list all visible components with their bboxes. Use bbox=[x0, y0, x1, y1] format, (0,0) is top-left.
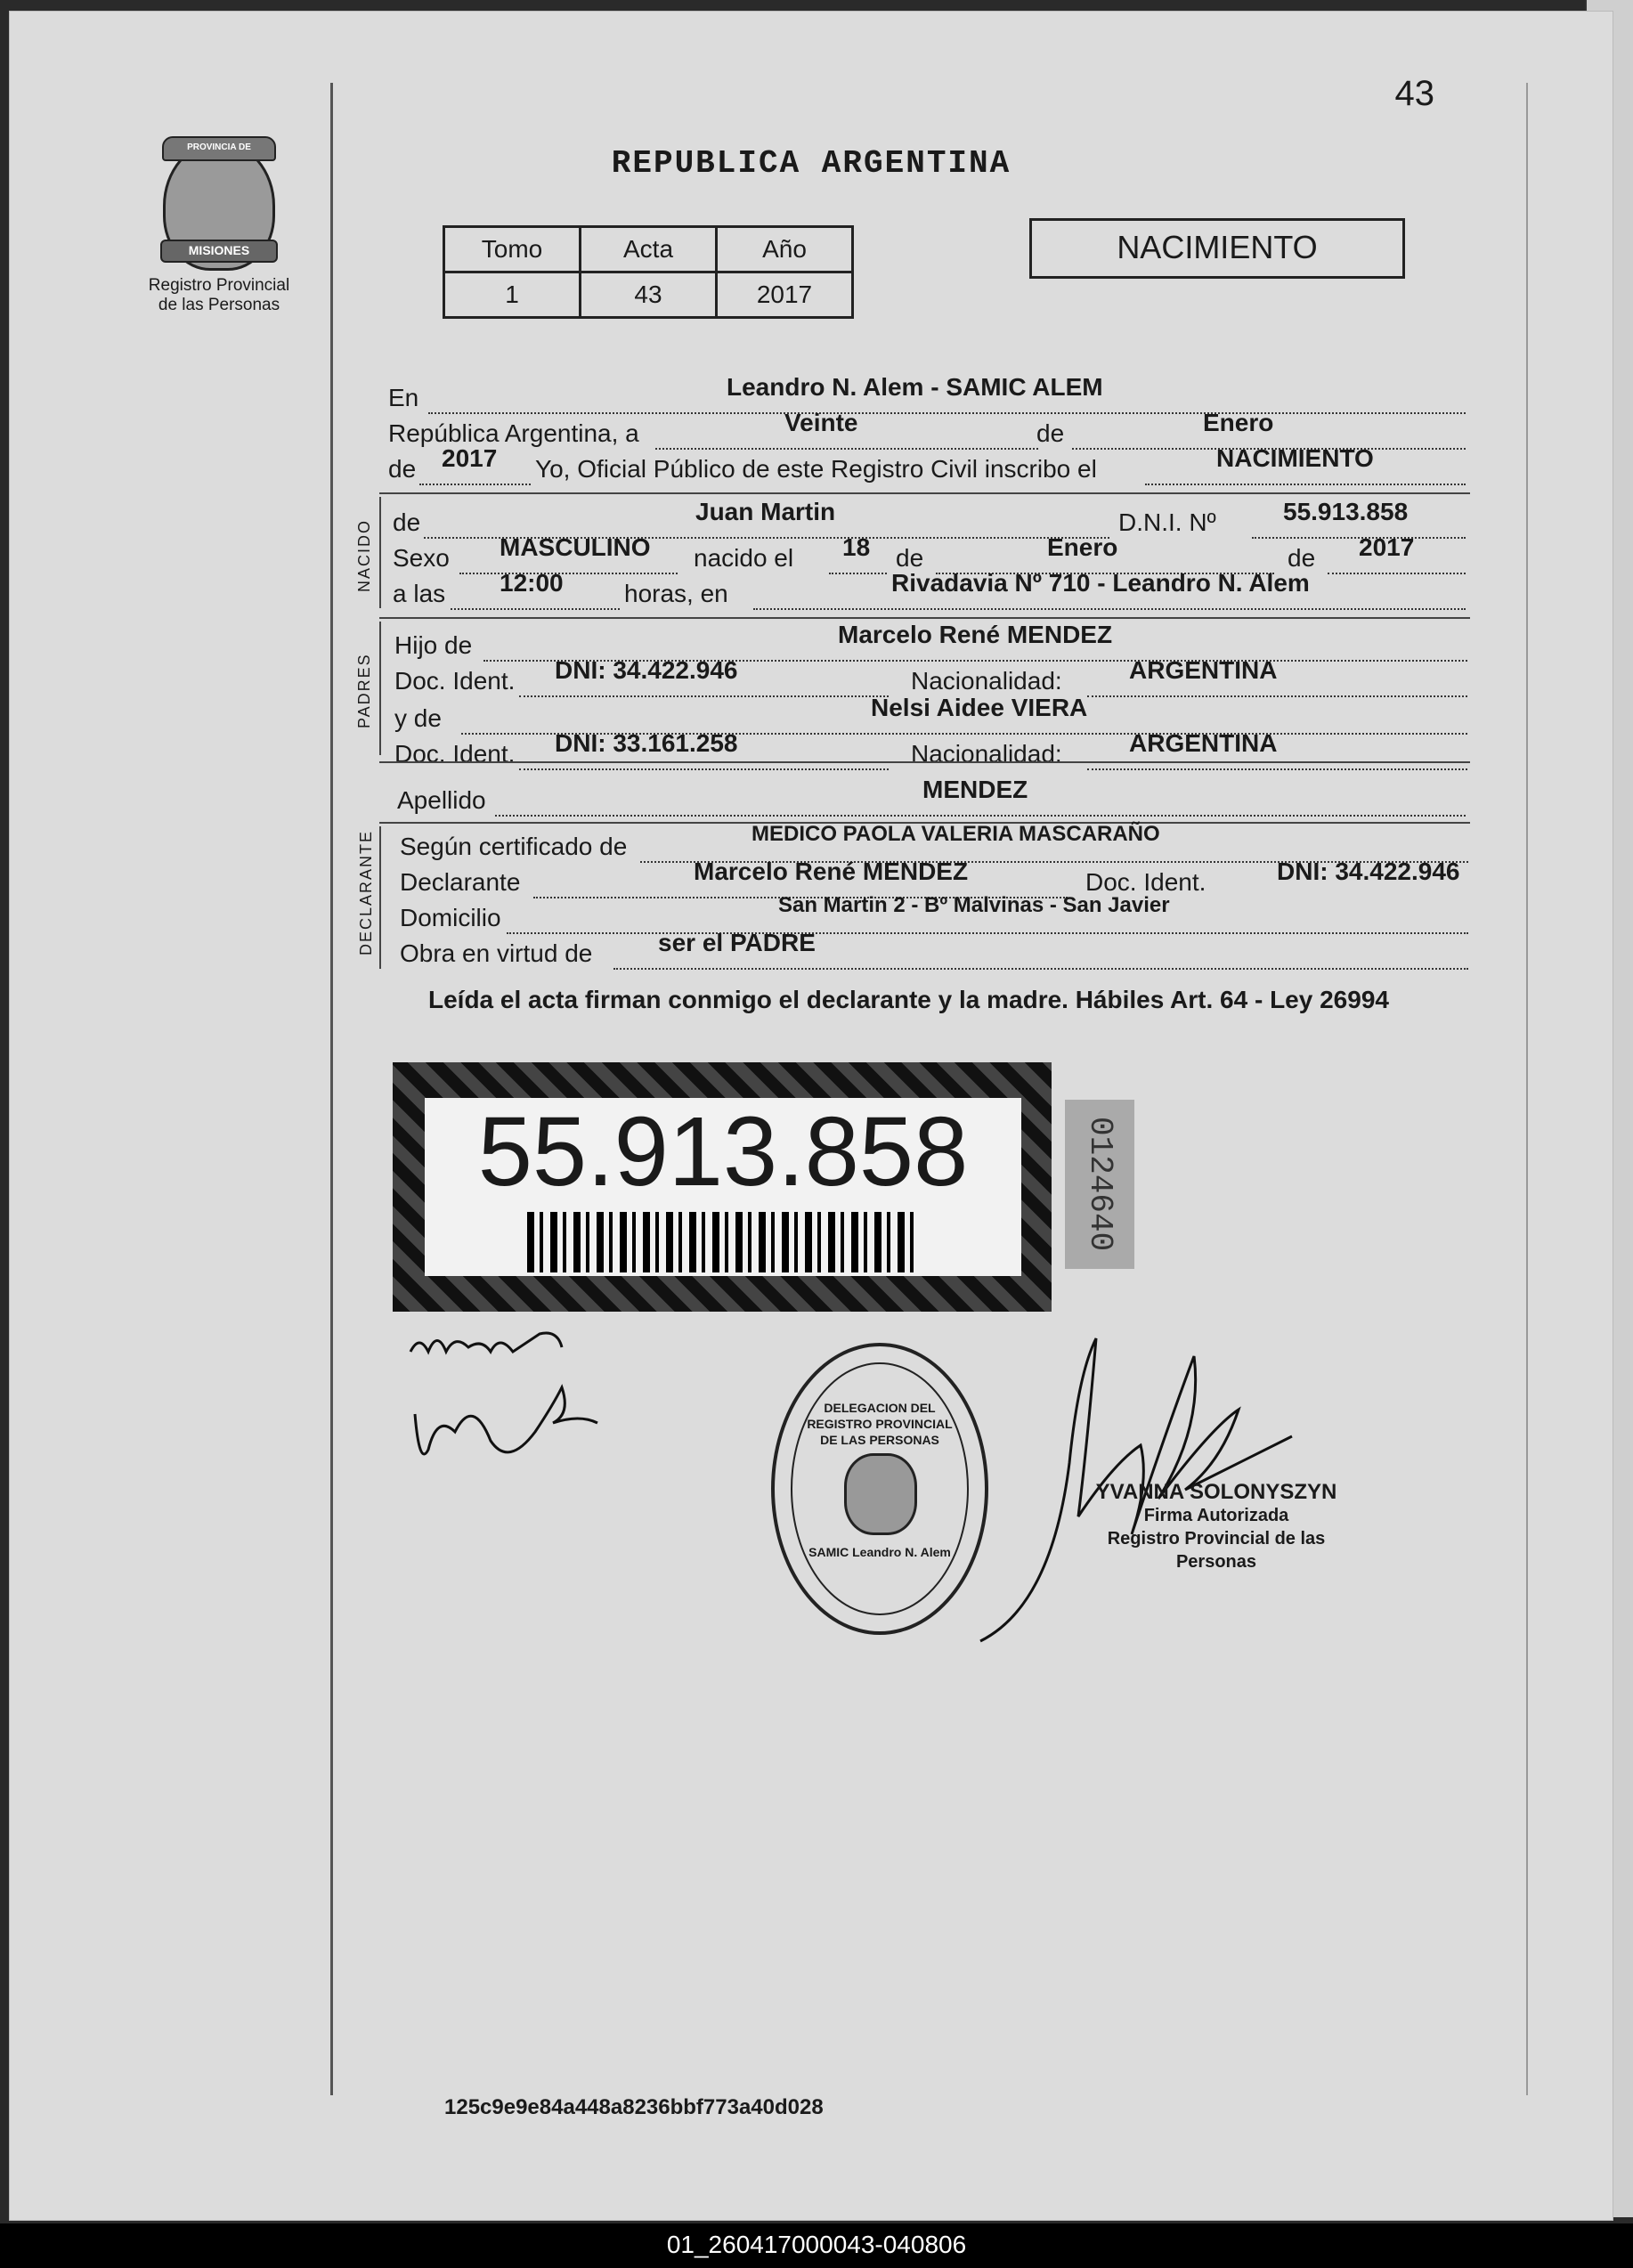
line-oficial bbox=[388, 444, 1466, 491]
section-nacido: NACIDO bbox=[355, 518, 373, 592]
section-bar bbox=[379, 826, 381, 969]
book-table bbox=[443, 225, 854, 319]
decl-value: Marcelo René MENDEZ bbox=[694, 858, 969, 885]
page-number: 43 bbox=[1394, 74, 1434, 113]
line-apellido bbox=[397, 776, 1466, 822]
authority-org: Registro Provincial de las Personas bbox=[1107, 1529, 1326, 1572]
dni-label: D.N.I. Nº bbox=[1118, 508, 1216, 536]
line-en bbox=[388, 373, 1466, 419]
section-bar bbox=[379, 497, 381, 608]
section-divider bbox=[379, 492, 1470, 494]
nacido-de1: de bbox=[896, 544, 924, 572]
de-year: 2017 bbox=[442, 444, 498, 472]
authority-name: YVANNA SOLONYSZYN bbox=[1095, 1480, 1337, 1504]
padre-name: Marcelo René MENDEZ bbox=[838, 621, 1113, 648]
line-domicilio bbox=[400, 893, 1468, 939]
book-value: 2017 bbox=[717, 272, 853, 318]
oficial-text: Yo, Oficial Público de este Registro Civil inscribo el bbox=[535, 455, 1097, 483]
book-header: Año bbox=[717, 227, 853, 272]
nacido-dni: 55.913.858 bbox=[1283, 498, 1409, 525]
apellido-value: MENDEZ bbox=[922, 776, 1028, 803]
nacido-de2: de bbox=[1288, 544, 1316, 572]
nacido-hora: 12:00 bbox=[500, 569, 564, 597]
authority-role: Firma Autorizada bbox=[1143, 1506, 1289, 1525]
rep-de: de bbox=[1036, 419, 1065, 447]
rep-day: Veinte bbox=[784, 409, 858, 436]
line-nacido-hora bbox=[393, 569, 1466, 615]
act-type-box: NACIMIENTO bbox=[1029, 218, 1405, 279]
hijo-label: Hijo de bbox=[394, 631, 473, 659]
madre-name: Nelsi Aidee VIERA bbox=[871, 694, 1088, 721]
cert-value: MEDICO PAOLA VALERIA MASCARAÑO bbox=[752, 822, 1160, 846]
alas-label: a las bbox=[393, 580, 446, 607]
line-madre-doc bbox=[394, 729, 1467, 776]
authority-block bbox=[1065, 1481, 1368, 1573]
dom-value: San Martin 2 - Bº Malvinas - San Javier bbox=[778, 893, 1170, 917]
closing-note: Leída el acta firman conmigo el declarante y la madre. Hábiles Art. 64 - Ley 26994 bbox=[428, 986, 1389, 1013]
apellido-label: Apellido bbox=[397, 786, 486, 814]
nacido-el-label: nacido el bbox=[694, 544, 794, 572]
stamp-seal-icon bbox=[844, 1453, 917, 1535]
book-value-row bbox=[444, 272, 853, 318]
section-divider bbox=[379, 761, 1470, 763]
book-value: 1 bbox=[444, 272, 581, 318]
document-page bbox=[9, 11, 1613, 2221]
madre-doc: DNI: 33.161.258 bbox=[555, 729, 738, 757]
de-label: de bbox=[388, 455, 417, 483]
rep-label: República Argentina, a bbox=[388, 419, 639, 447]
sexo-value: MASCULINO bbox=[500, 533, 651, 561]
cert-label: Según certificado de bbox=[400, 833, 628, 860]
line-obra bbox=[400, 929, 1468, 975]
nacido-lugar: Rivadavia Nº 710 - Leandro N. Alem bbox=[891, 569, 1310, 597]
yde-label: y de bbox=[394, 704, 442, 732]
declarant-signature-icon bbox=[402, 1316, 651, 1494]
barcode-icon bbox=[527, 1212, 919, 1272]
section-padres: PADRES bbox=[355, 653, 373, 728]
nacido-dia: 18 bbox=[842, 533, 871, 561]
section-bar bbox=[379, 622, 381, 755]
nac-label: Nacionalidad: bbox=[911, 667, 1062, 695]
nacido-anio: 2017 bbox=[1359, 533, 1415, 561]
oficial-value: NACIMIENTO bbox=[1216, 444, 1374, 472]
crest-band-text: MISIONES bbox=[160, 240, 278, 263]
doc-label: Doc. Ident. bbox=[394, 667, 516, 695]
padre-nac: ARGENTINA bbox=[1129, 656, 1278, 684]
document-hash: 125c9e9e84a448a8236bbf773a40d028 bbox=[444, 2095, 824, 2119]
horas-label: horas, en bbox=[624, 580, 728, 607]
file-id-footer: 01_260417000043-040806 bbox=[0, 2223, 1633, 2268]
doc-label: Doc. Ident. bbox=[394, 740, 516, 768]
decl-doc-label: Doc. Ident. bbox=[1085, 868, 1206, 896]
stamp-center-text: SAMIC Leandro N. Alem bbox=[808, 1545, 951, 1559]
section-declarante: DECLARANTE bbox=[357, 829, 375, 955]
official-stamp bbox=[771, 1343, 988, 1635]
rep-month: Enero bbox=[1203, 409, 1274, 436]
barcode-label bbox=[393, 1062, 1052, 1312]
decl-doc: DNI: 34.422.946 bbox=[1277, 858, 1460, 885]
book-header: Tomo bbox=[444, 227, 581, 272]
sexo-label: Sexo bbox=[393, 544, 450, 572]
serial-tag: 0124640 bbox=[1065, 1100, 1134, 1269]
nac-label: Nacionalidad: bbox=[911, 740, 1062, 768]
nacido-de-label: de bbox=[393, 508, 421, 536]
en-value: Leandro N. Alem - SAMIC ALEM bbox=[727, 373, 1103, 401]
dom-label: Domicilio bbox=[400, 904, 501, 931]
barcode-inner bbox=[425, 1098, 1021, 1276]
book-header: Acta bbox=[581, 227, 717, 272]
section-divider bbox=[379, 617, 1470, 619]
barcode-number: 55.913.858 bbox=[477, 1097, 969, 1207]
logo-caption: Registro Provincial de las Personas bbox=[148, 276, 290, 314]
madre-nac: ARGENTINA bbox=[1129, 729, 1278, 757]
nacido-mes: Enero bbox=[1047, 533, 1118, 561]
decl-label: Declarante bbox=[400, 868, 521, 896]
obra-label: Obra en virtud de bbox=[400, 939, 593, 967]
stamp-ring-text: DELEGACION DEL REGISTRO PROVINCIAL DE LAS PERSONAS bbox=[807, 1401, 953, 1447]
en-label: En bbox=[388, 384, 419, 411]
nacido-name: Juan Martin bbox=[695, 498, 836, 525]
padre-doc: DNI: 34.422.946 bbox=[555, 656, 738, 684]
book-header-row bbox=[444, 227, 853, 272]
obra-value: ser el PADRE bbox=[658, 929, 816, 956]
page-title: REPUBLICA ARGENTINA bbox=[611, 145, 1011, 182]
book-value: 43 bbox=[581, 272, 717, 318]
crest-top-text: PROVINCIA DE bbox=[162, 136, 276, 161]
